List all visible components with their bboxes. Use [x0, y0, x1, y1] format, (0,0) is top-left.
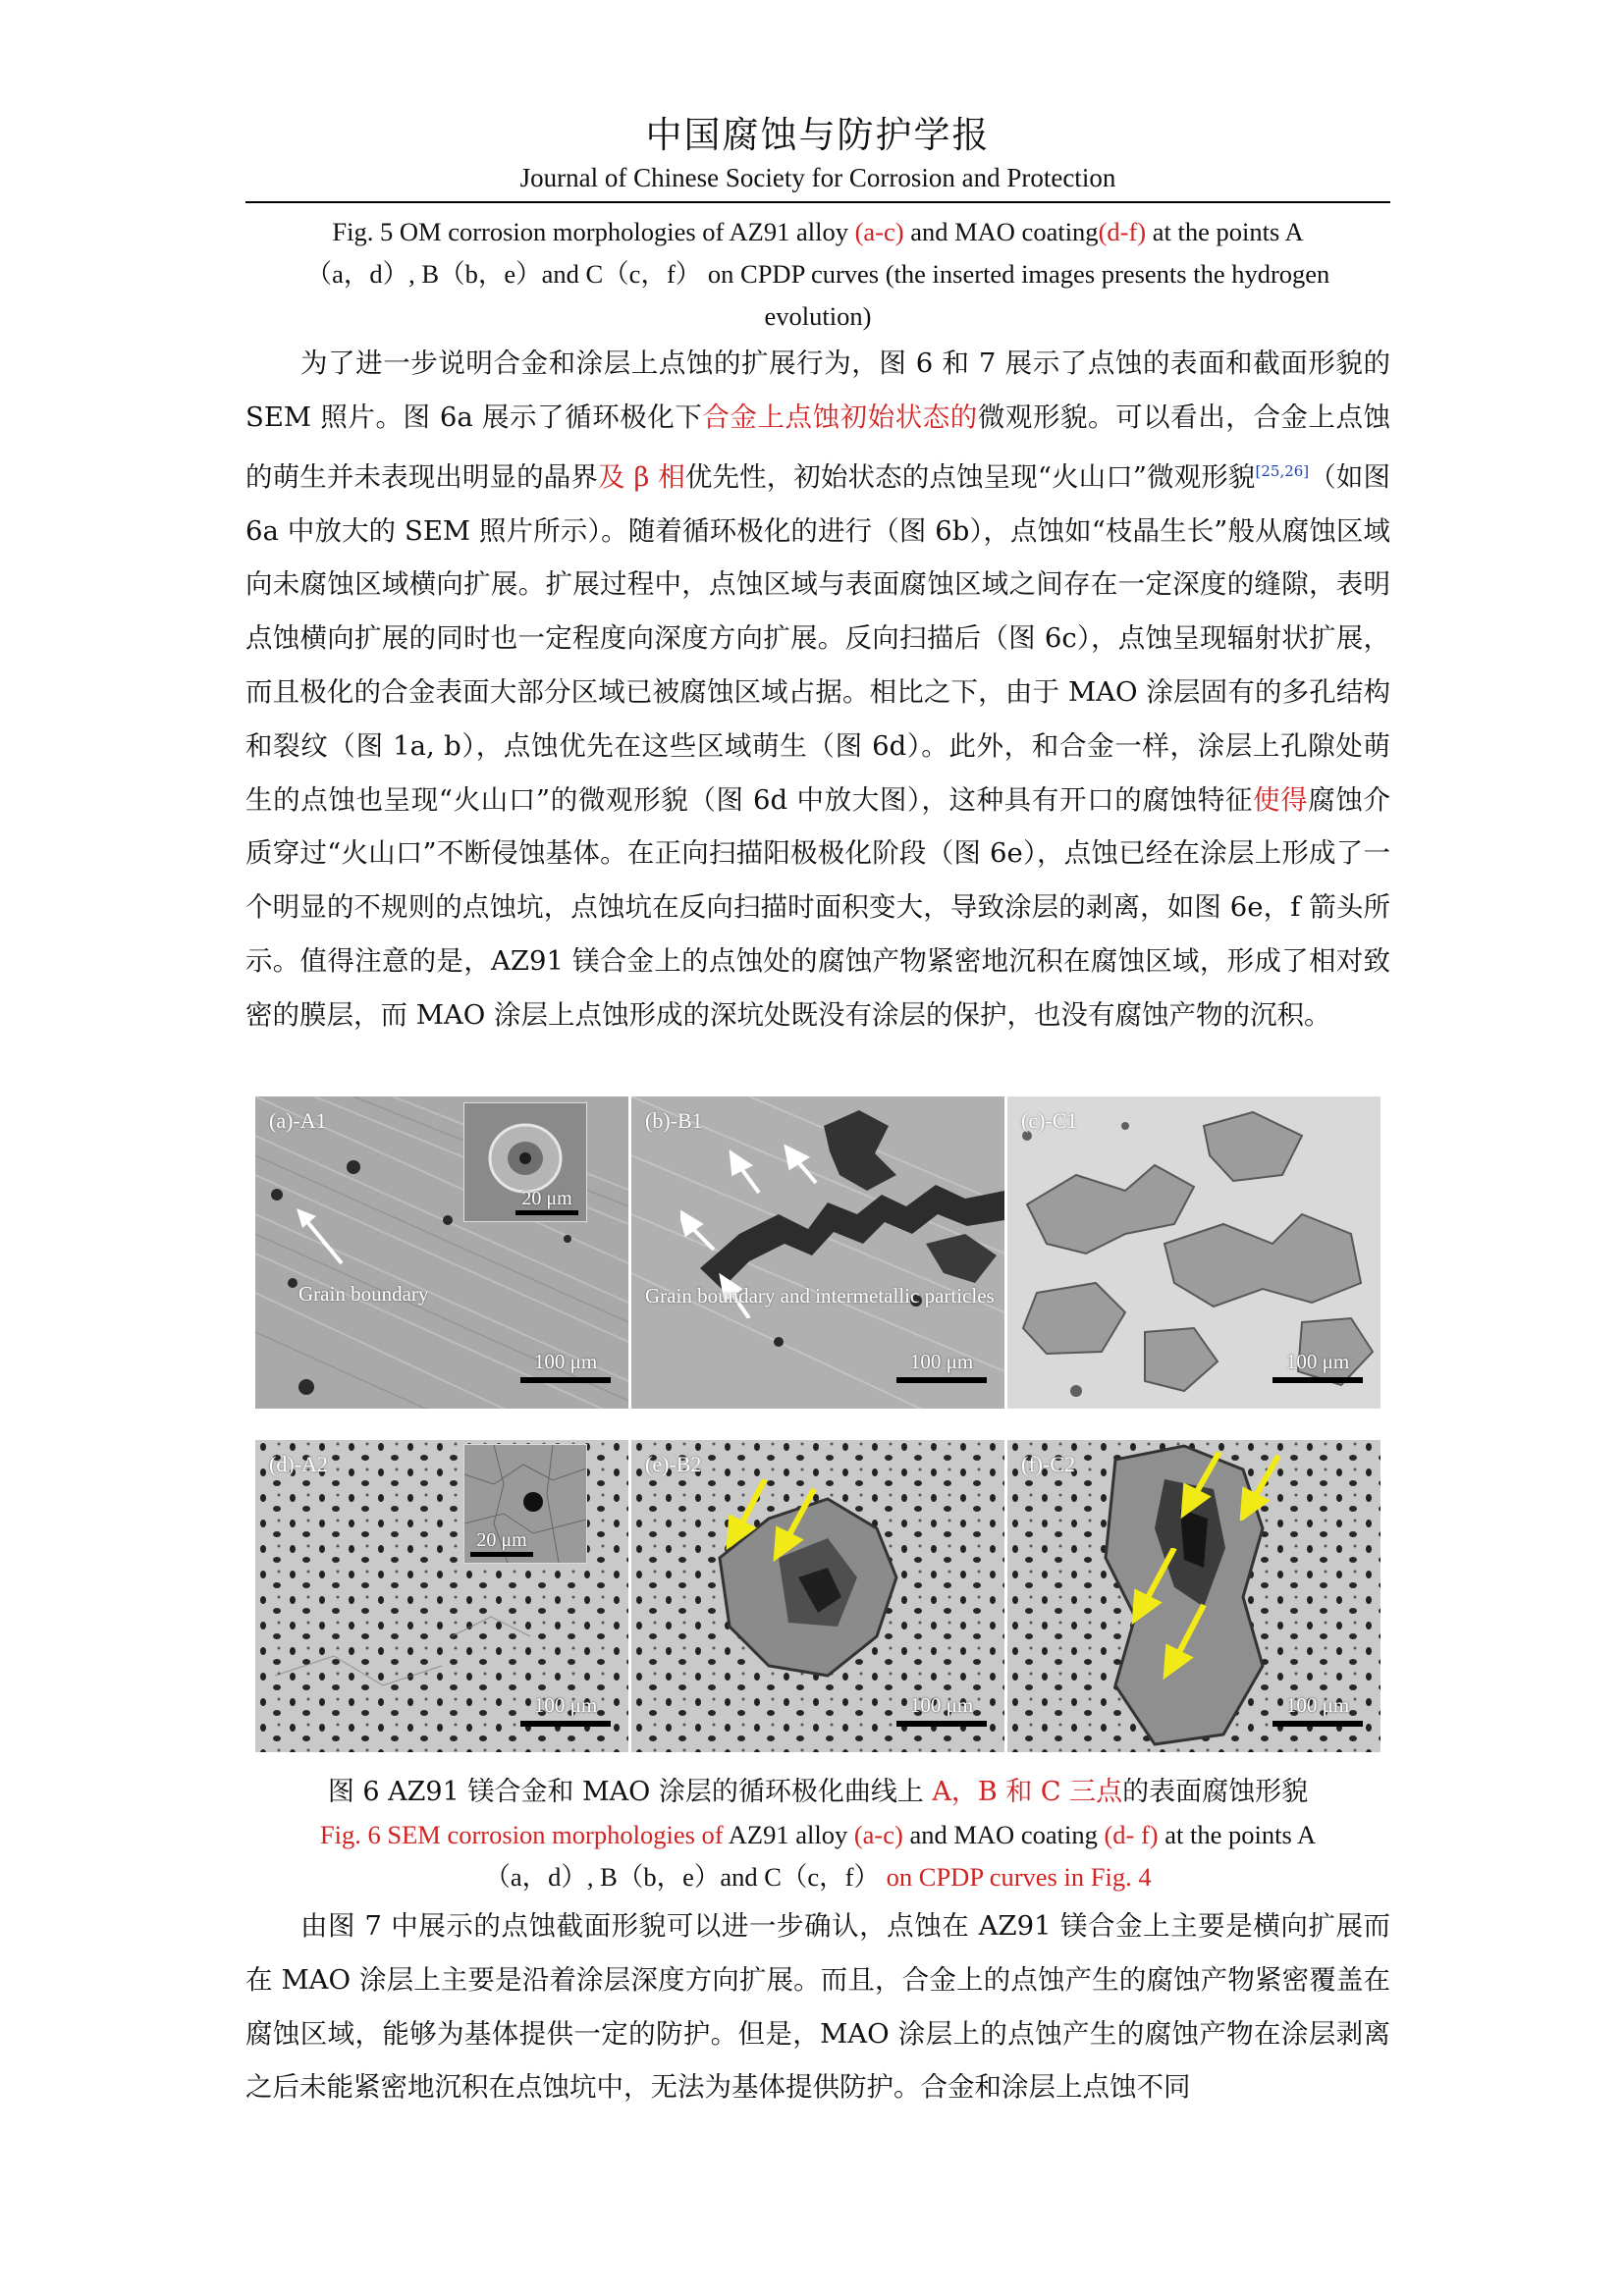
journal-title-en: Journal of Chinese Society for Corrosion and Protection: [519, 163, 1116, 192]
sem-panel-b: [631, 1096, 1004, 1409]
fig5-caption-line1: Fig. 5 OM corrosion morphologies of AZ91 alloy (a-c) and MAO coating(d-f) at the points A: [332, 217, 1304, 246]
inset-image-a: [463, 1102, 587, 1222]
inset-scale-bar-d: 20 μm: [470, 1529, 533, 1557]
fig6-caption-en: [245, 1814, 1390, 1898]
panel-label-b: (b)-B1: [645, 1108, 703, 1133]
panel-label-e: (e)-B2: [645, 1452, 702, 1476]
journal-title-cn: 中国腐蚀与防护学报: [645, 114, 991, 156]
fig6-caption-en-line1: Fig. 6 SEM corrosion morphologies of AZ91 alloy (a-c) and MAO coating (d- f) at the points A: [319, 1820, 1317, 1849]
sem-panel-a: [255, 1096, 628, 1409]
yellow-arrows-icon: [726, 1479, 834, 1568]
journal-header: [245, 110, 1390, 194]
panel-label-d: (d)-A2: [269, 1452, 328, 1476]
fig5-caption-line3: evolution): [764, 301, 872, 331]
body-paragraph-1: 为了进一步说明合金和涂层上点蚀的扩展行为，图 6 和 7 展示了点蚀的表面和截面形貌的 SEM 照片。图 6a 展示了循环极化下合金上点蚀初始状态的微观形貌。可以看出，合金上点蚀的萌生并未表现出明显的晶界及 β 相优先性，初始状态的点蚀呈现“火山口”微观形貌[25,26]（如图 6a 中放大的 SEM 照片所示）。随着循环极化的进行（图 6b），点蚀如“枝晶生长”般从腐蚀区域向未腐蚀区域横向扩展。扩展过程中，点蚀区域与表面腐蚀区域之间存在一定深度的缝隙，表明点蚀横向扩展的同时也一定程度向深度方向扩展。反向扫描后（图 6c），点蚀呈现辐射状扩展，而且极化的合金表面大部分区域已被腐蚀区域占据。相比之下，由于 MAO 涂层固有的多孔结构和裂纹（图 1a, b），点蚀优先在这些区域萌生（图 6d）。此外，和合金一样，涂层上孔隙处萌生的点蚀也呈现“火山口”的微观形貌（图 6d 中放大图），这种具有开口的腐蚀特征使得腐蚀介质穿过“火山口”不断侵蚀基体。在正向扫描阳极极化阶段（图 6e），点蚀已经在涂层上形成了一个明显的不规则的点蚀坑，点蚀坑在反向扫描时面积变大，导致涂层的剥离，如图 6e，f 箭头所示。值得注意的是，AZ91 镁合金上的点蚀处的腐蚀产物紧密地沉积在腐蚀区域，形成了相对致密的膜层，而 MAO 涂层上点蚀形成的深坑处既没有涂层的保护，也没有腐蚀产物的沉积。: [245, 347, 1391, 1031]
annotation-grain-boundary: Grain boundary: [298, 1282, 429, 1306]
scale-bar-e: 100 μm: [896, 1693, 987, 1727]
header-rule: [245, 201, 1390, 203]
annotation-grain-boundary-particles: Grain boundary and intermetallic particles: [645, 1284, 995, 1308]
fig5-caption-line2: （a，d）, B（b，e）and C（c，f） on CPDP curves (the inserted images presents the hydrogen: [305, 259, 1330, 289]
panel-label-c: (c)-C1: [1021, 1108, 1078, 1133]
body-paragraph-2: 由图 7 中展示的点蚀截面形貌可以进一步确认，点蚀在 AZ91 镁合金上主要是横向扩展而在 MAO 涂层上主要是沿着涂层深度方向扩展。而且，合金上的点蚀产生的腐蚀产物紧密覆盖在腐蚀区域，能够为基体提供一定的防护。但是，MAO 涂层上的点蚀产生的腐蚀产物在涂层剥离之后未能紧密地沉积在点蚀坑中，无法为基体提供防护。合金和涂层上点蚀不同: [245, 1910, 1390, 2104]
fig6-caption-cn: 图 6 AZ91 镁合金和 MAO 涂层的循环极化曲线上 A，B 和 C 三点的表面腐蚀形貌: [327, 1777, 1309, 1807]
yellow-arrows-icon-middle: [1125, 1548, 1233, 1685]
white-arrow-icon: [291, 1206, 350, 1269]
scale-bar-a: 100 μm: [520, 1350, 611, 1383]
panel-label-f: (f)-C2: [1021, 1452, 1075, 1476]
yellow-arrows-icon-top: [1180, 1452, 1377, 1521]
sem-panel-e: [631, 1440, 1004, 1752]
scale-bar-b: 100 μm: [896, 1350, 987, 1383]
sem-panel-d: [255, 1440, 628, 1752]
figure6-row-bottom: [255, 1440, 1380, 1752]
scale-bar-f: 100 μm: [1272, 1693, 1363, 1727]
fig5-caption: [245, 211, 1390, 338]
scale-bar-c: 100 μm: [1272, 1350, 1363, 1383]
panel-label-a: (a)-A1: [269, 1108, 327, 1133]
inset-image-d: [463, 1444, 587, 1564]
citation-ref[interactable]: [25,26]: [1255, 461, 1310, 480]
sem-panel-f: [1007, 1440, 1380, 1752]
scale-bar-d: 100 μm: [520, 1693, 611, 1727]
figure6-row-top: [255, 1096, 1380, 1409]
inset-scale-bar-a: 20 μm: [515, 1188, 578, 1215]
fig6-caption-en-line2: （a，d）, B（b，e）and C（c，f） on CPDP curves in Fig. 4: [484, 1862, 1152, 1892]
sem-panel-c: [1007, 1096, 1380, 1409]
